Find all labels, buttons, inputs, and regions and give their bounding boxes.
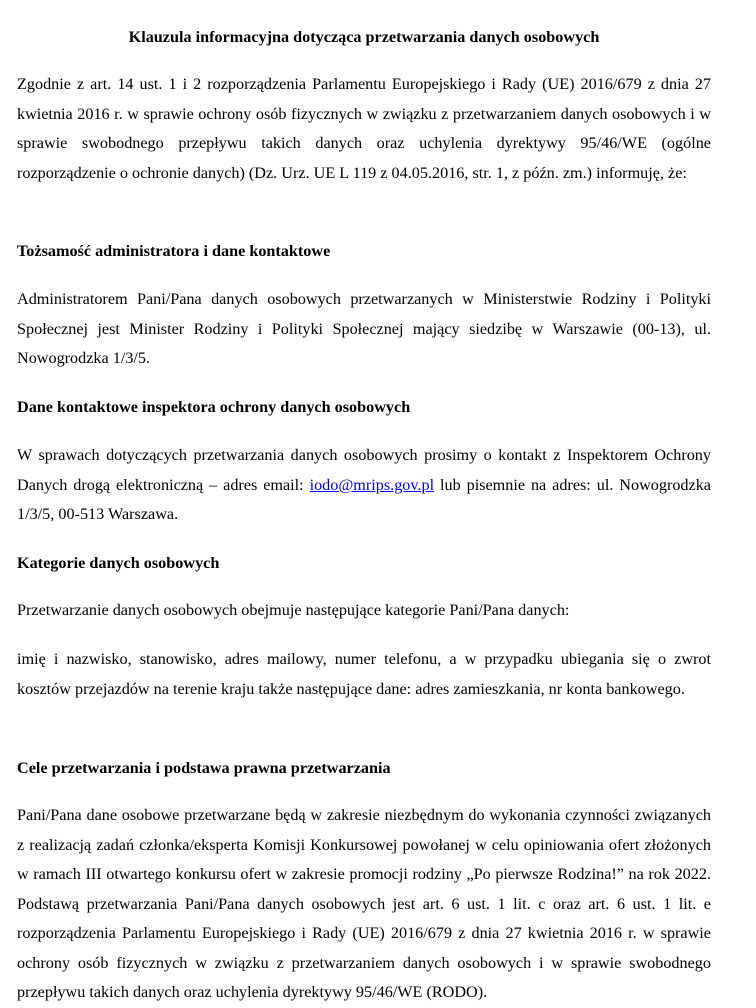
section-text-purposes: Pani/Pana dane osobowe przetwarzane będą w zakresie niezbędnym do wykonania czynności związanych z realizacją zadań członka/eksperta Komisji Konkursowej powołanej w celu opiniowania ofert złożonych w ramach III otwartego konkursu ofert w zakresie promocji rodziny „Po pierwsze Rodzina!” na rok 2022. Podstawą przetwarzania Pani/Pana danych osobowych jest art. 6 ust. 1 lit. c oraz art. 6 ust. 1 lit. e rozporządzenia Parlamentu Europejskiego i Rady (UE) 2016/679 z dnia 27 kwietnia 2016 r. w sprawie ochrony osób fizycznych w związku z przetwarzaniem danych osobowych i w sprawie swobodnego przepływu takich danych oraz uchylenia dyrektywy 95/46/WE (RODO). <box>17 806 711 1001</box>
section-heading-categories: Kategorie danych osobowych <box>17 554 220 572</box>
inspector-text-after: lub pisemnie na adres: ul. Nowogrodzka 1/3/5, 00-513 Warszawa. <box>17 475 711 523</box>
section-heading-purposes: Cele przetwarzania i podstawa prawna przetwarzania <box>17 759 391 777</box>
section-text-inspector <box>17 441 711 530</box>
email-link[interactable]: iodo@mrips.gov.pl <box>309 475 435 494</box>
section-text-categories-list: imię i nazwisko, stanowisko, adres mailowy, numer telefonu, a w przypadku ubiegania się o zwrot kosztów przejazdów na terenie kraju także następujące dane: adres zamieszkania, nr konta bankowego. <box>17 650 711 698</box>
intro-paragraph: Zgodnie z art. 14 ust. 1 i 2 rozporządzenia Parlamentu Europejskiego i Rady (UE) 2016/679 z dnia 27 kwietnia 2016 r. w sprawie ochrony osób fizycznych w związku z przetwarzaniem danych osobowych i w sprawie swobodnego przepływu takich danych oraz uchylenia dyrektywy 95/46/WE (ogólne rozporządzenie o ochronie danych) (Dz. Urz. UE L 119 z 04.05.2016, str. 1, z późn. zm.) informuję, że: <box>17 75 711 182</box>
section-text-administrator: Administratorem Pani/Pana danych osobowych przetwarzanych w Ministerstwie Rodziny i Polityki Społecznej jest Minister Rodziny i Polityki Społecznej mający siedzibę w Warszawie (00-13), ul. Nowogrodzka 1/3/5. <box>17 290 711 367</box>
section-text-categories: Przetwarzanie danych osobowych obejmuje następujące kategorie Pani/Pana danych: <box>17 601 570 619</box>
section-heading-inspector: Dane kontaktowe inspektora ochrony danych osobowych <box>17 398 411 416</box>
section-heading-administrator: Tożsamość administratora i dane kontaktowe <box>17 242 331 260</box>
document-title: Klauzula informacyjna dotycząca przetwarzania danych osobowych <box>128 28 600 46</box>
inspector-text-before: W sprawach dotyczących przetwarzania danych osobowych prosimy o kontakt z Inspektorem Ochrony Danych drogą elektroniczną – adres email: <box>17 446 711 494</box>
